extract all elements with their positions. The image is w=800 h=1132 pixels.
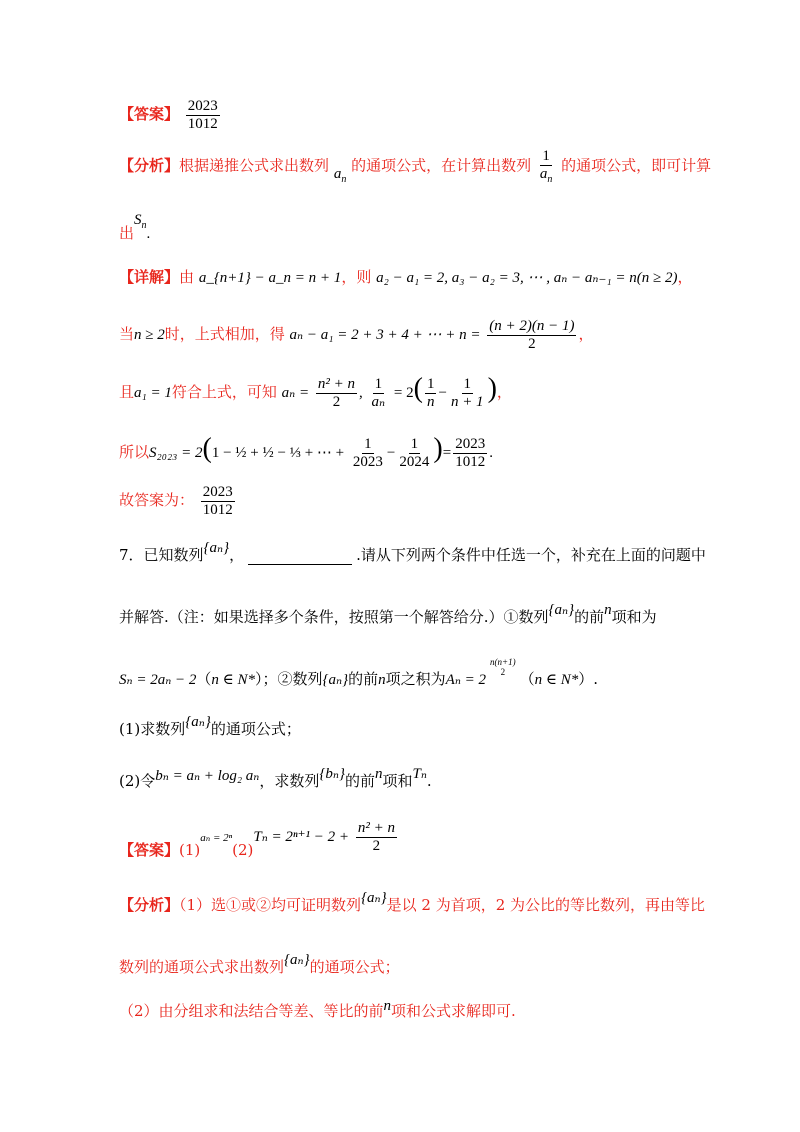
- detail-line-2: 当n ≥ 2时，上式相加，得 aₙ − a₁ = 2 + 3 + 4 + ⋯ + n = $\frac{(n + 2)(n - 1)}{2}$ ，: [119, 318, 594, 352]
- analysis-7-line-1: 【分析】（1）选①或②均可证明数列{aₙ}是以 2 为首项，2 为公比的等比数列，再由等比: [119, 890, 706, 914]
- question-7-line-2: 并解答.（注：如果选择多个条件，按照第一个解答给分.）①数列{aₙ}的前n项和为: [119, 602, 657, 626]
- question-7-line-1: 7．已知数列{aₙ}， .请从下列两个条件中任选一个，补充在上面的问题中: [119, 540, 706, 564]
- detail-line-5: 故答案为： $\frac{2023}{1012}$: [119, 484, 233, 518]
- answer-line-1: [119, 98, 222, 132]
- fill-blank[interactable]: [248, 550, 352, 565]
- question-7-line-4: (1)求数列{aₙ}的通项公式；: [119, 714, 301, 738]
- analysis-fraction: $\frac{1}{a_n}$: [539, 148, 553, 185]
- analysis-line-2: 出$S_n$.: [119, 212, 151, 242]
- detail-line-4: 所以S₂₀₂₃ = 2(1 − ½ + ½ − ⅓ + ⋯ + $\frac{1}{2023}$ − $\frac{1}{2024}$ )= $\frac{2023}{1012}$ .: [119, 433, 493, 470]
- detail-line-1: 【详解】由 a_{n+1} − a_n = n + 1，则 a₂ − a₁ = 2, a₃ − a₂ = 3, ⋯ , aₙ − aₙ₋₁ = n(n ≥ 2)，: [119, 268, 693, 286]
- answer-tag: 【答案】: [119, 105, 180, 123]
- question-7-line-5: (2)令bₙ = aₙ + log₂ aₙ，求数列{bₙ}的前n项和Tₙ.: [119, 766, 432, 790]
- analysis-line-1: 【分析】根据递推公式求出数列 $a_n$ 的通项公式，在计算出数列 $\frac{1}{a_n}$ 的通项公式，即可计算: [119, 148, 712, 186]
- question-7-line-3: Sₙ = 2aₙ − 2（n ∈ N*）；②数列{aₙ}的前n项之积为Aₙ = 2 n(n+1) 2 （n ∈ N*）.: [119, 657, 599, 688]
- analysis-7-line-2: 数列的通项公式求出数列{aₙ}的通项公式；: [119, 952, 400, 976]
- detail-line-3: 且a₁ = 1符合上式，可知 aₙ = $\frac{\text{n² + n}}{2}$ , $\frac{1}{\text{aₙ}}$ = 2( $\frac{1}{n}$ − $\frac{1}{n + 1}$ )，: [119, 373, 512, 410]
- analysis-7-line-3: （2）由分组求和法结合等差、等比的前n项和公式求解即可.: [119, 998, 516, 1020]
- answer-7-line: 【答案】(1)aₙ = 2ⁿ(2)Tₙ = 2ⁿ⁺¹ − 2 + $\frac{\text{n² + n}}{2}$: [119, 820, 395, 859]
- answer-fraction: $\frac{2023}{1012}$: [187, 98, 218, 132]
